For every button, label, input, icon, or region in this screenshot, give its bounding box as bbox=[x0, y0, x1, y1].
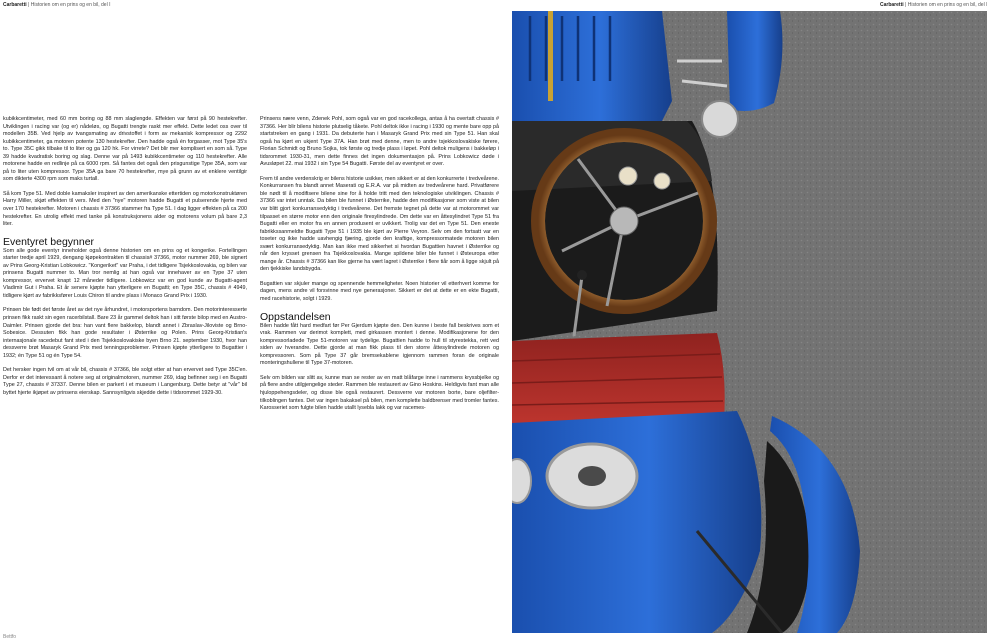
paragraph: Bilen hadde fått hard medfart før Per Gjerdum kjøpte den. Den kunne i beste fall beskrives som et vrak. Rammen var derimot komplett, med girkassen montert i denne. Modifikasjonene for den kompressorladede Type 51-motoren var tydelige. Bugattien hadde to hull til styrestekka, rett ved siden av hverandre. Dette gjorde at man fikk plass til den storre åttesylindrede motoren og kompressoren. Som på Type 37 går bremsekablene igjennom rammen foran de originale monteringshullene til Type 37-motoren. bbox=[260, 322, 499, 367]
side-cap-icon bbox=[512, 459, 531, 503]
paragraph: Prinsens nære venn, Zdenek Pohl, som også var en god racekollega, antas å ha overtatt chassis # 37366. Her blir bilens historie plutselig tåkete. Pohl deltok ikke i racing i 1930 og mente bare opp på startstreken en gang i 1931. Da debuterte han i Masaryk Grand Prix med sin Type 51. Han skal også ha kjørt en ukjent Type 37A. Han brøt med denne, men to andre tsjekkoslovakiske førere, Florian Schmidt og Bruno Sojka, tok første og tredje plass i løpet. Pohl deltok muligens i bakkeløp i tidsrommet 1930-31, men dette finnes det ingen dokumentasjon på. Prins Lobkowicz døde i Avusløpet 22. mai 1932 i sin Type 54 Bugatti. Første del av eventyret er over. bbox=[260, 116, 499, 168]
headlamp bbox=[702, 101, 738, 137]
fuel-cap-center bbox=[578, 466, 606, 486]
gauge-icon bbox=[619, 167, 637, 185]
paragraph: kubikkcentimeter, med 60 mm boring og 88 mm slaglengde. Effekten var først på 90 hestekrefter. Utviklingen i racing var (og er) nådeløs, og Bugatti trengte raskt mer effekt. Dette ledet oss over til modellen 35B. Ved hjelp av tvangsmating av drivstoffet i form av mekanisk kompressor og 2292 kubikkcentimeter, ga motoren potente 130 hestekrefter. Den hadde også én forgasser, mot Type 35's to. Type 35C gikk tilbake til to liter og ga 120 hk. For virrete? Det blir mer komplisert en som så. Type 39 hadde kvadratisk boring og slag. Denne var på 1493 kubikkcentimeter og 110 hestekrefter. Alle motorene hadde en redlinje på ca 6000 rpm. Så fantes det også den prisgunstige Type 35A, som var på to liter uten kompressor. Type 35A ga bare 70 hestekrefter, mye på grunn av et enklere ventilgir som dikterte 4300 rpm som maks turtall. bbox=[3, 116, 247, 183]
paragraph: Prinsen ble født det første året av det nye århundret, i motorsportens barndom. Den motorinteresserte prinsen fikk raskt sin egen racerbilstall. Bare 23 år gammel deltok han i sitt første bilop med en Austro-Daimler. Prinsen gjorde det bra: han vant flere bakkelop, blandt annet i Zbraslav-Jiloviste og Brno-Sobesice. Dessuten fikk han gode resultater i Østerrike og Polen. Prins Georg-Kristian's internasjonale racedebut fant sted i den Tsjekkoslovakiske byen Brno 21. september 1930, hvor han dessverre brøt Masaryk Grand Prix med tenningsproblemer. Prinsen kjøpte ytterligere to Bugattier i 1932; én Type 51 og én Type 54. bbox=[3, 307, 247, 359]
gauge-icon bbox=[654, 173, 670, 189]
paragraph: Så kom Type 51. Med doble kamaksler inspirert av den amerikanske ettertiden og motorkonstruktøren Harry Miller, skjøt effekten til vers. Med den "nye" motoren hadde Bugatti et pulserende hjerte med over 170 hestekrefter. Motoren i chassis # 37366 stammer fra Type 51. I dag ligger effekten på ca 200 hestekrefter. En utrolig effekt med tanke på konstruksjonens alder og motorens volum på bare 2,3 liter. bbox=[3, 190, 247, 228]
paragraph: Som alle gode eventyr inneholder også denne historien om en prins og et kongerike. Fortellingen starter tredje april 1929, dengang kjøpekontrakten til chassis# 37366, motor nummer 269, ble signert av Prins Georg-Kristian Lobkowicz. "Kongeriket" var Praha, i det tidligere Tsjekkoslovakia, og bilen var prinsens Bugatti nummer to. Man tror nemlig at han også var innehaver av en Type 37 uten kompressor, ervervet knapt 12 måneder tidligere. Lobkowicz var en god kunde av Bugatti-agent Vladimir Gut i Praha. Et år senere kjøpte han ytterligere en Bugatti; en Type 35C, chassis # 4949, tidligere kjørt av fabrikksfører Louis Chiron til andre plass i Monaco Grand Prix i 1930. bbox=[3, 247, 247, 299]
gear-knob-icon bbox=[577, 270, 587, 280]
article-column-left bbox=[3, 116, 247, 405]
paragraph: Bugattien var skjuler mange og spennende hemmeligheter. Noen historier vil etterhvert komme for dagen, mens andre vil forsvinne med nye generasjoner. Sikkert er det at dette er en ekte Bugatti, med racehistorie, solgt i 1929. bbox=[260, 280, 499, 303]
header-separator: | bbox=[28, 2, 30, 8]
hood-strap bbox=[548, 11, 553, 101]
front-fender bbox=[727, 11, 782, 111]
page-footer: Bettfo bbox=[3, 634, 17, 640]
paragraph: Det hersker ingen tvil om at vår bil, chassis # 37366, ble solgt etter at han ervervet sed Type 35C'en. Derfor er det interessant å notere seg at originalmotoren, nummer 269, idag befinner seg i en Bugatti Type 27, chassis # 37337. Denne bilen er parkert i et museum i Langenburg. Dette betyr at "vår" bil byttet hjerte ikjøpet av prinsens eierskap. Sannsynligvis skjedde dette i tidsrommet 1929-30. bbox=[3, 367, 247, 396]
header-brand-right: Carbaretti bbox=[880, 2, 904, 8]
bugatti-illustration bbox=[512, 11, 987, 633]
section-heading: Eventyret begynner bbox=[3, 235, 95, 248]
article-column-right bbox=[260, 116, 499, 420]
bugatti-photo bbox=[512, 11, 987, 633]
steering-hub bbox=[610, 207, 638, 235]
rear-body bbox=[512, 411, 761, 633]
header-separator-right: | bbox=[905, 2, 907, 8]
header-subtitle: Historien om en prins og en bil, del I bbox=[30, 2, 111, 8]
header-subtitle-right: Historien om en prins og en bil, del I bbox=[907, 2, 987, 8]
hood bbox=[512, 11, 672, 121]
section-heading: Oppstandelsen bbox=[260, 310, 331, 323]
header-brand: Carbaretti bbox=[3, 2, 27, 8]
page-header-left bbox=[3, 2, 110, 8]
paragraph: Selv om bilden var slitt av, kunne man se rester av en matt blåfarge inne i rammens kryssbjelke og på flere andre utilgjengelige steder. Rammen ble restaurert av Gino Hoskins. Heldigvis fant man alle hjuloppehengsdeler, og disse ble også restaurert. Dessverre var motoren borte, bare oljefilter-tilkoblingen fantes. Det var ingen bakaksel på bilen, men komplette baldbrenser med tromler fantes. Karosseriet som fulgte bilen hadde utallt lysebla lakk og var racemes- bbox=[260, 374, 499, 412]
paragraph: Frem til andre verdenskrig er bilens historie usikker, men sikkert er at den konkurrerte i tredveårene. Konkurransen fra blandt annet Maserati og E.R.A. var på midten av tredveårene hard. Privatførere ble nødt til å modifisere bilene sine for å holde tritt med den teknologiske utviklingen. Chassis # 37366 var intet unntak. Da bilen ble funnet i Østerrike, hadde den modifikasjoner som viste at bilen var blitt gjort konkurransedyktig i tredveårene. Det fremste tegnet på dette var at motorommet var tilpasset en større motor enn den originale firesylindrede. Om dette var en åttesylindret Type 51 fra Bugatti eller en motor fra en annen produsent er uvikkert. Trolig var det en Type 51. Den eneste fabrikkssanmeldte Bugatti Type 51 i 1935 ble kjørt av Pierre Veyron. Selv om den fortsatt var en toseter og ikke hadde uavhengig fjæring, gjorde den kraftige, kompressormatede motoren bilen svært konkurransedyktig. Man kan ikke med sikkerhet si hvordan Bugattien havnet i Østerrike og når den krysset grensen fra Tsjekkoslovakia. Mange spildene biler ble funnet i Østeuropa etter mange år. Chassis # 37366 kan like gjerne ha vært lagret i Østerrike i flere tiår som å ligge skjult på den tjekkiske landsbygda. bbox=[260, 175, 499, 273]
page-header-right bbox=[880, 2, 987, 8]
